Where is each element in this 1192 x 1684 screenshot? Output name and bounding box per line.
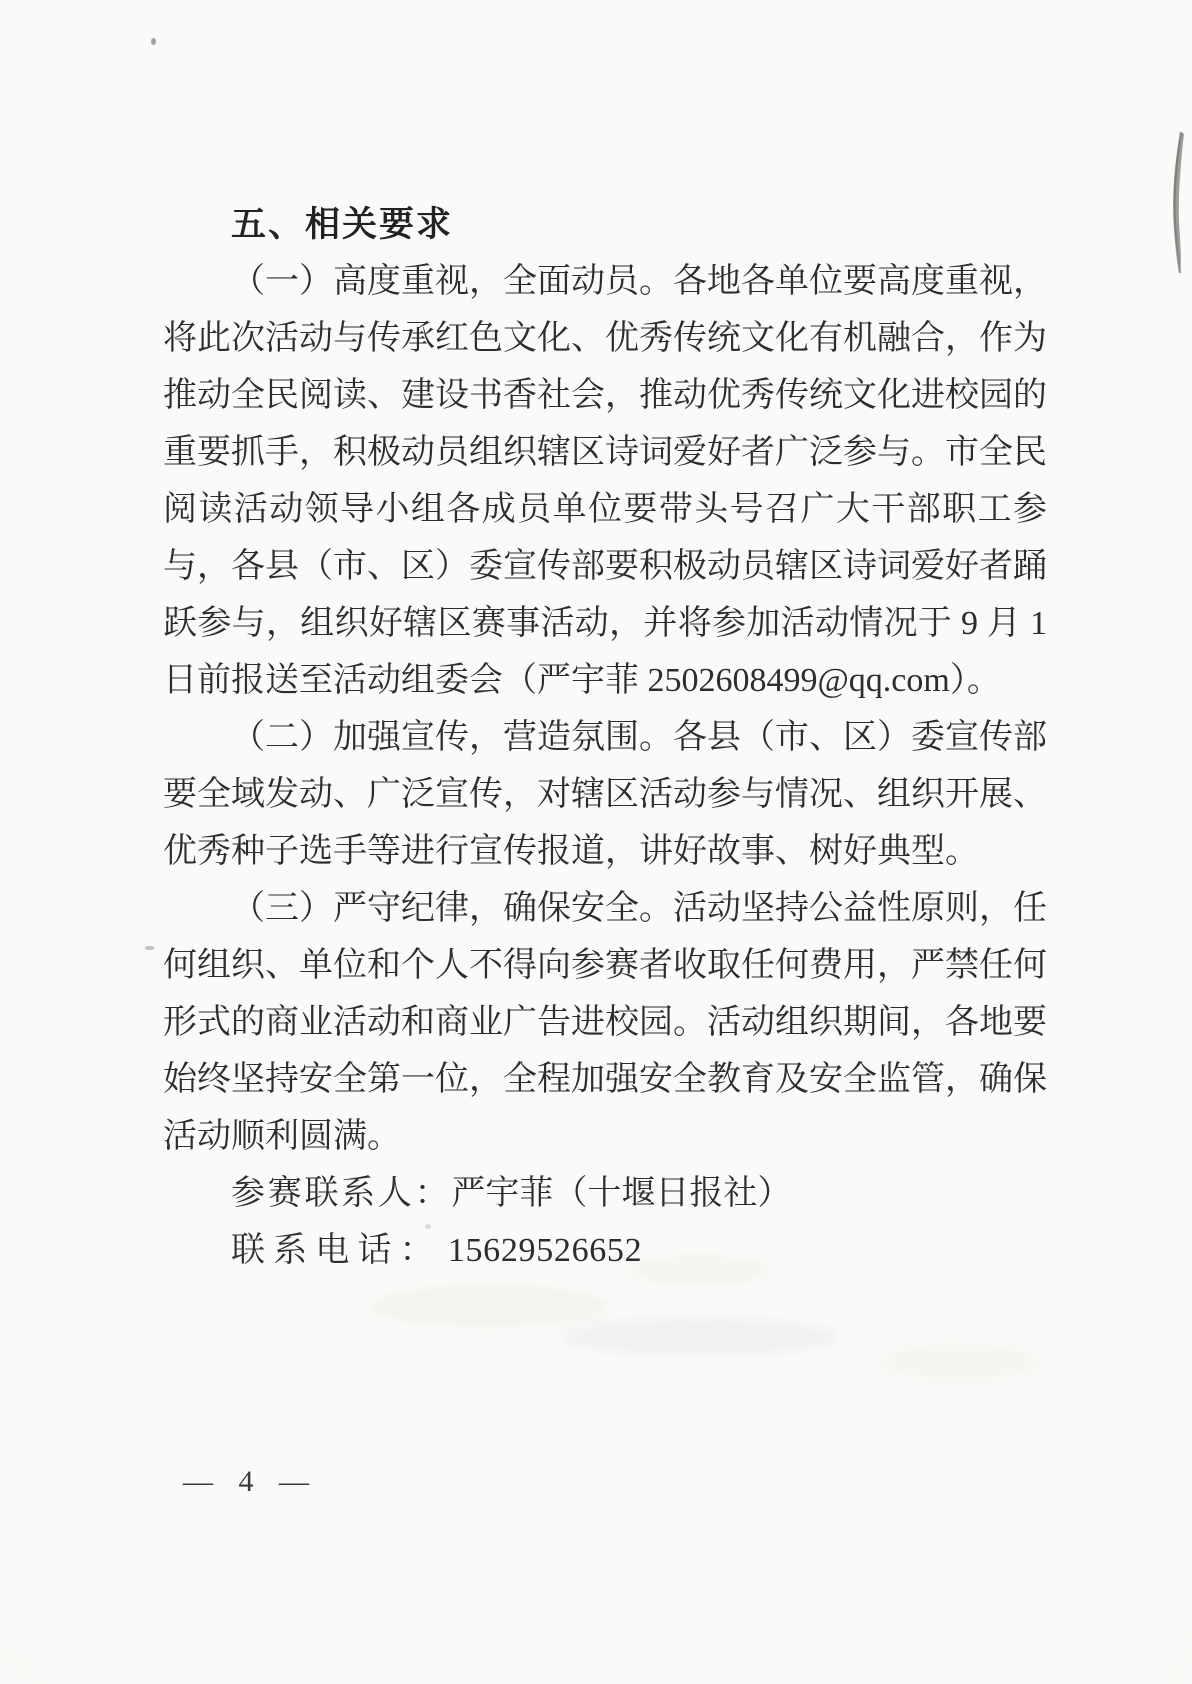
- scan-speck: [151, 38, 156, 45]
- document-body: [163, 196, 1047, 1279]
- scan-smudge: [880, 1345, 1040, 1379]
- scan-smudge: [370, 1285, 610, 1327]
- contact-phone-label: 联系电话：: [231, 1232, 442, 1269]
- scan-artifact-stroke: [1155, 130, 1192, 275]
- contact-person-label: 参赛联系人：: [231, 1175, 452, 1212]
- contact-phone-line: [163, 1222, 1047, 1279]
- contact-phone-number: 15629526652: [447, 1232, 643, 1269]
- page-number: — 4 —: [183, 1465, 313, 1498]
- scan-smudge: [560, 1318, 840, 1356]
- paragraph-1: （一）高度重视，全面动员。各地各单位要高度重视，将此次活动与传承红色文化、优秀传统文化有机融合，作为推动全民阅读、建设书香社会，推动优秀传统文化进校园的重要抓手，积极动员组织辖区诗词爱好者广泛参与。市全民阅读活动领导小组各成员单位要带头号召广大干部职工参与，各县（市、区）委宣传部要积极动员辖区诗词爱好者踊跃参与，组织好辖区赛事活动，并将参加活动情况于 9 月 1 日前报送至活动组委会（严宇菲 2502608499@qq.com）。: [163, 263, 1047, 699]
- contact-person-line: [163, 1165, 1047, 1222]
- paragraph-2: （二）加强宣传，营造氛围。各县（市、区）委宣传部要全域发动、广泛宣传，对辖区活动参与情况、组织开展、优秀种子选手等进行宣传报道，讲好故事、树好典型。: [163, 719, 1047, 870]
- contact-person-value: 严宇菲（十堰日报社）: [451, 1175, 792, 1212]
- paragraph-3: （三）严守纪律，确保安全。活动坚持公益性原则，任何组织、单位和个人不得向参赛者收取任何费用，严禁任何形式的商业活动和商业广告进校园。活动组织期间，各地要始终坚持安全第一位，全程加强安全教育及安全监管，确保活动顺利圆满。: [163, 890, 1047, 1155]
- scan-speck: [145, 946, 154, 950]
- section-heading: 五、相关要求: [231, 205, 454, 244]
